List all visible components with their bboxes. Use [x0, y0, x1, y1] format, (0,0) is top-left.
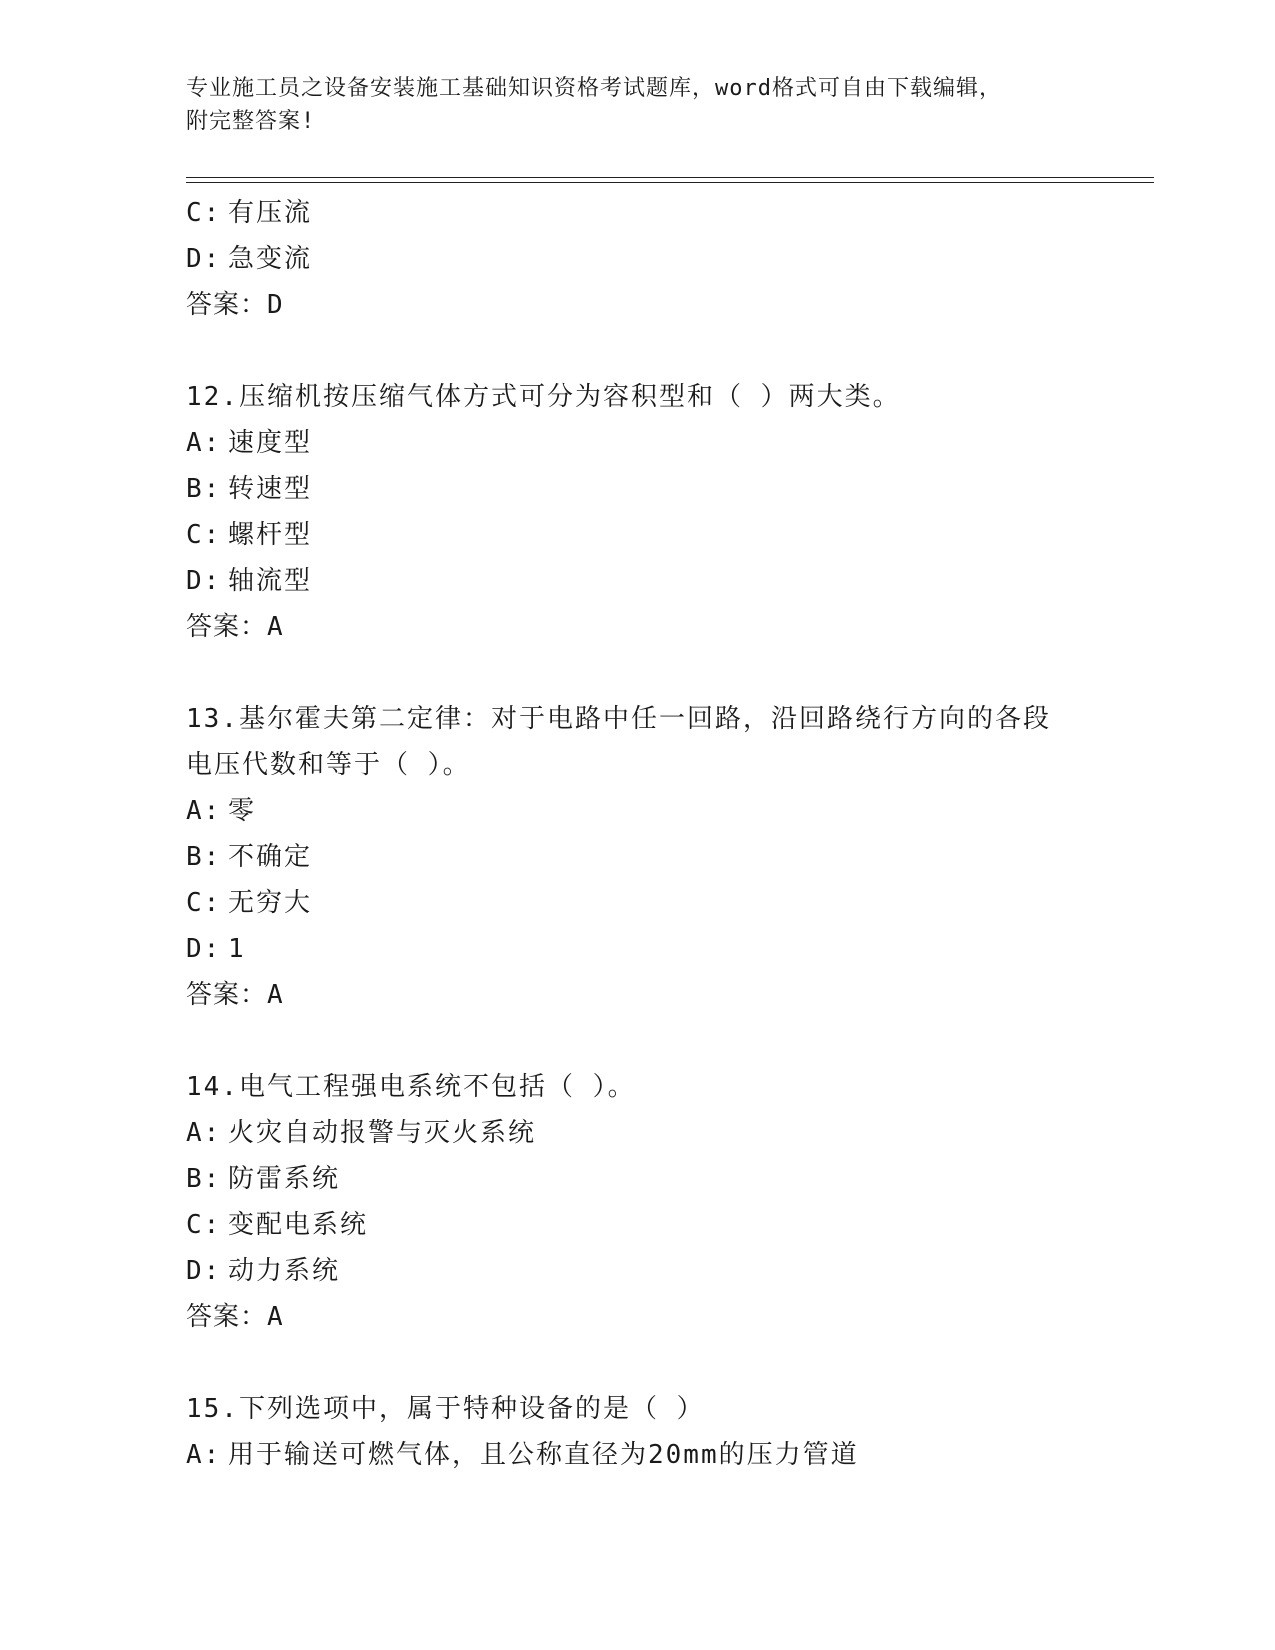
answer-label: 答案： — [186, 612, 268, 642]
option-letter: C: — [186, 520, 222, 550]
option-letter: C: — [186, 198, 222, 228]
question-14 — [186, 1064, 1154, 1340]
option-text: 动力系统 — [228, 1256, 341, 1286]
option-text: 轴流型 — [228, 566, 313, 596]
option-d — [186, 1248, 1154, 1294]
answer-value: D — [267, 290, 284, 320]
option-letter: B: — [186, 842, 222, 872]
option-letter: B: — [186, 1164, 222, 1194]
question-stem-line-1: 13.基尔霍夫第二定律：对于电路中任一回路，沿回路绕行方向的各段 — [186, 704, 1051, 734]
question-stem-line-2: 电压代数和等于（ ）。 — [186, 750, 471, 780]
option-c — [186, 512, 1154, 558]
option-d — [186, 236, 1154, 282]
header-divider-top — [186, 177, 1154, 178]
option-text: 防雷系统 — [228, 1164, 341, 1194]
answer-label: 答案： — [186, 980, 268, 1010]
option-letter: C: — [186, 1210, 222, 1240]
option-text: 速度型 — [228, 428, 313, 458]
option-text: 用于输送可燃气体，且公称直径为20mm的压力管道 — [228, 1440, 859, 1470]
option-d — [186, 558, 1154, 604]
option-d — [186, 926, 1154, 972]
answer-value: A — [267, 612, 284, 642]
question-13 — [186, 696, 1154, 1018]
option-b — [186, 466, 1154, 512]
option-text: 不确定 — [228, 842, 313, 872]
option-letter: A: — [186, 1440, 222, 1470]
question-15 — [186, 1386, 1154, 1478]
option-letter: B: — [186, 474, 222, 504]
option-letter: D: — [186, 566, 222, 596]
option-a — [186, 1432, 1154, 1478]
option-letter: A: — [186, 428, 222, 458]
option-text: 转速型 — [228, 474, 313, 504]
option-a — [186, 1110, 1154, 1156]
answer-line — [186, 972, 1154, 1018]
answer-label: 答案： — [186, 290, 268, 320]
header-divider-bottom — [186, 182, 1154, 183]
option-text: 零 — [228, 796, 257, 826]
option-c — [186, 1202, 1154, 1248]
answer-line — [186, 282, 1154, 328]
option-letter: D: — [186, 1256, 222, 1286]
option-b — [186, 834, 1154, 880]
header-line-2: 附完整答案! — [186, 109, 316, 134]
option-text: 火灾自动报警与灭火系统 — [228, 1118, 537, 1148]
question-stem: 12.压缩机按压缩气体方式可分为容积型和（ ）两大类。 — [186, 382, 901, 412]
option-c — [186, 880, 1154, 926]
answer-line — [186, 604, 1154, 650]
question-stem: 14.电气工程强电系统不包括（ ）。 — [186, 1072, 636, 1102]
option-letter: D: — [186, 934, 222, 964]
question-stem: 15.下列选项中，属于特种设备的是（ ） — [186, 1394, 705, 1424]
option-text: 变配电系统 — [228, 1210, 369, 1240]
option-c — [186, 190, 1154, 236]
option-text: 无穷大 — [228, 888, 313, 918]
option-text: 有压流 — [228, 198, 313, 228]
option-a — [186, 420, 1154, 466]
option-text: 1 — [228, 934, 246, 964]
answer-value: A — [267, 1302, 284, 1332]
option-text: 螺杆型 — [228, 520, 313, 550]
option-b — [186, 1156, 1154, 1202]
answer-line — [186, 1294, 1154, 1340]
answer-label: 答案： — [186, 1302, 268, 1332]
option-letter: D: — [186, 244, 222, 274]
previous-question-tail — [186, 190, 1154, 328]
option-a — [186, 788, 1154, 834]
option-text: 急变流 — [228, 244, 313, 274]
question-12 — [186, 374, 1154, 650]
answer-value: A — [267, 980, 284, 1010]
document-header — [186, 72, 1066, 138]
question-list — [186, 190, 1154, 1478]
option-letter: A: — [186, 1118, 222, 1148]
option-letter: C: — [186, 888, 222, 918]
option-letter: A: — [186, 796, 222, 826]
header-line-1: 专业施工员之设备安装施工基础知识资格考试题库，word格式可自由下载编辑， — [186, 76, 1002, 101]
